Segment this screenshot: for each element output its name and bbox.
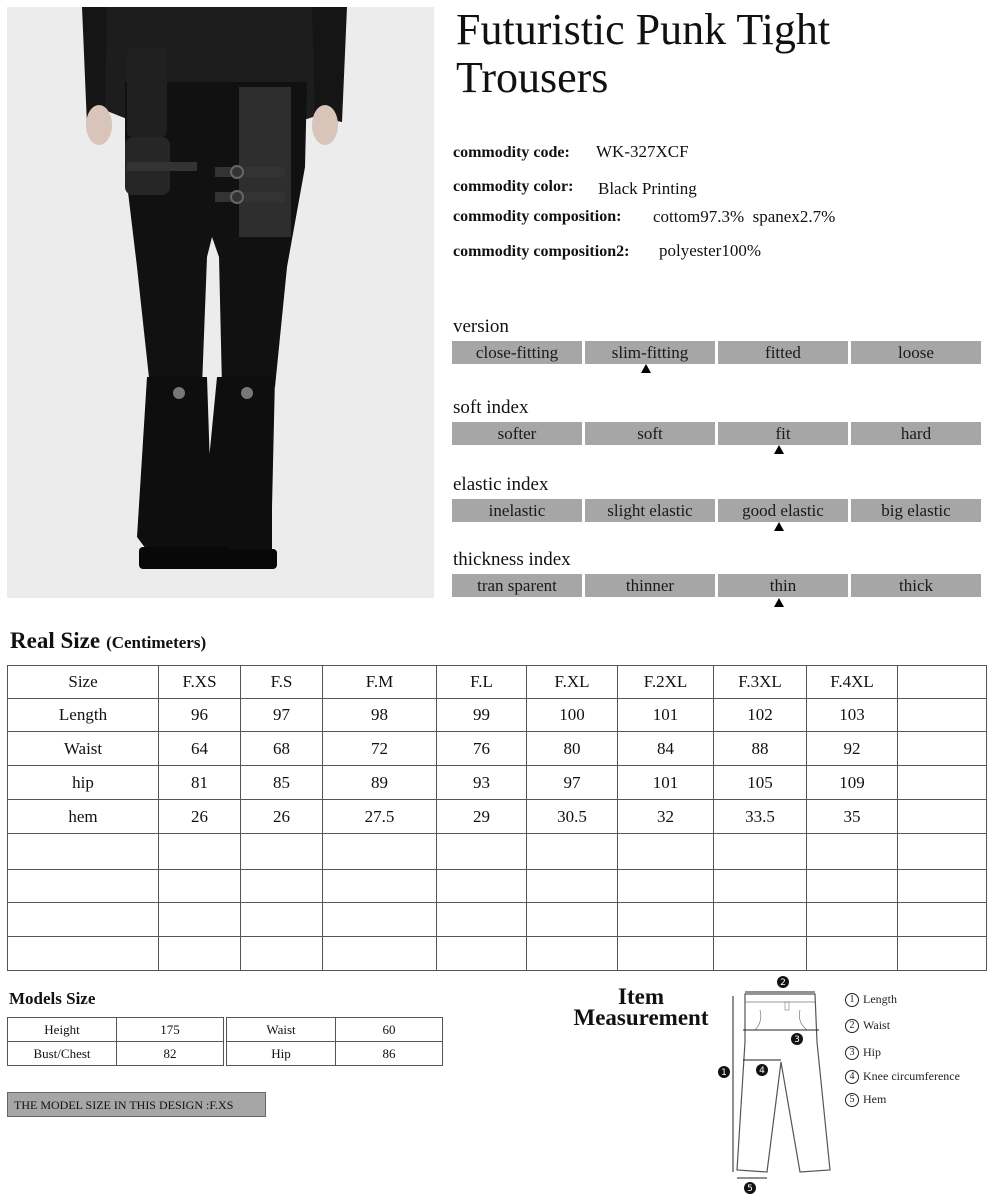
spec-value-composition2: polyester100% xyxy=(659,241,761,260)
table-cell xyxy=(714,903,807,937)
table-cell: 88 xyxy=(714,732,807,766)
spec-label-composition2: commodity composition2: xyxy=(453,243,630,260)
table-cell xyxy=(898,699,987,732)
table-cell xyxy=(527,903,618,937)
version-option: close-fitting xyxy=(452,341,582,364)
spec-value-color: Black Printing xyxy=(598,179,697,198)
table-cell: Length xyxy=(8,699,159,732)
table-cell: hip xyxy=(8,766,159,800)
table-row xyxy=(8,1042,224,1066)
version-option: fitted xyxy=(718,341,848,364)
table-row-empty xyxy=(8,903,987,937)
table-cell: 97 xyxy=(241,699,323,732)
table-row xyxy=(8,766,987,800)
table-cell: 30.5 xyxy=(527,800,618,834)
model-value: 60 xyxy=(336,1018,443,1042)
table-cell: 26 xyxy=(159,800,241,834)
table-row xyxy=(8,800,987,834)
table-cell xyxy=(8,903,159,937)
table-cell: 29 xyxy=(437,800,527,834)
legend-label: Waist xyxy=(863,1018,891,1032)
table-cell: 32 xyxy=(618,800,714,834)
svg-text:1: 1 xyxy=(721,1068,727,1078)
legend-item-hem xyxy=(845,1092,886,1107)
table-cell xyxy=(898,903,987,937)
soft-index-option: soft xyxy=(585,422,715,445)
model-label: Hip xyxy=(227,1042,336,1066)
table-cell xyxy=(527,834,618,870)
version-option: slim-fitting xyxy=(585,341,715,364)
table-cell xyxy=(898,834,987,870)
thickness-index-scale xyxy=(452,574,984,597)
table-cell xyxy=(8,870,159,903)
soft-index-option: softer xyxy=(452,422,582,445)
table-cell: 109 xyxy=(807,766,898,800)
table-cell xyxy=(241,834,323,870)
legend-item-waist xyxy=(845,1018,890,1033)
svg-text:2: 2 xyxy=(780,978,786,988)
table-cell xyxy=(8,937,159,971)
table-cell: 102 xyxy=(714,699,807,732)
table-header-cell: F.XL xyxy=(527,666,618,699)
svg-text:5: 5 xyxy=(747,1184,753,1194)
version-selected-marker-icon xyxy=(641,364,651,373)
table-cell xyxy=(323,834,437,870)
product-title: Futuristic Punk Tight Trousers xyxy=(456,5,831,102)
table-header-cell: F.4XL xyxy=(807,666,898,699)
size-table xyxy=(7,665,987,971)
table-header-row xyxy=(8,666,987,699)
soft-index-option: hard xyxy=(851,422,981,445)
table-cell: 85 xyxy=(241,766,323,800)
model-size-note: THE MODEL SIZE IN THIS DESIGN :F.XS xyxy=(7,1092,266,1117)
model-value: 86 xyxy=(336,1042,443,1066)
table-row xyxy=(227,1042,443,1066)
thickness-index-option: thinner xyxy=(585,574,715,597)
table-cell xyxy=(159,937,241,971)
table-header-cell xyxy=(898,666,987,699)
elastic-index-option: slight elastic xyxy=(585,499,715,522)
table-cell: 89 xyxy=(323,766,437,800)
table-cell: 84 xyxy=(618,732,714,766)
table-cell xyxy=(618,903,714,937)
soft-index-option: fit xyxy=(718,422,848,445)
legend-number: 3 xyxy=(845,1046,859,1060)
table-row-empty xyxy=(8,870,987,903)
table-cell xyxy=(618,937,714,971)
table-cell xyxy=(323,903,437,937)
table-cell xyxy=(807,937,898,971)
table-cell xyxy=(159,903,241,937)
table-header-cell: F.S xyxy=(241,666,323,699)
table-cell: 27.5 xyxy=(323,800,437,834)
svg-text:3: 3 xyxy=(794,1035,800,1045)
table-cell xyxy=(527,937,618,971)
thickness-index-title: thickness index xyxy=(453,549,571,570)
table-cell xyxy=(807,903,898,937)
table-cell: 103 xyxy=(807,699,898,732)
table-cell: 68 xyxy=(241,732,323,766)
table-cell: 35 xyxy=(807,800,898,834)
table-cell: 105 xyxy=(714,766,807,800)
table-cell xyxy=(323,937,437,971)
version-option: loose xyxy=(851,341,981,364)
model-value: 82 xyxy=(117,1042,224,1066)
soft-index-title: soft index xyxy=(453,397,529,418)
table-cell: 101 xyxy=(618,699,714,732)
trousers-outline-diagram-icon xyxy=(715,972,845,1196)
model-label: Height xyxy=(8,1018,117,1042)
legend-label: Hem xyxy=(863,1092,887,1106)
thickness-index-selected-marker-icon xyxy=(774,598,784,607)
table-row xyxy=(227,1018,443,1042)
soft-index-scale xyxy=(452,422,984,445)
legend-label: Hip xyxy=(863,1045,881,1059)
soft-index-selected-marker-icon xyxy=(774,445,784,454)
table-cell xyxy=(898,800,987,834)
spec-value-code: WK-327XCF xyxy=(596,142,689,161)
table-cell xyxy=(527,870,618,903)
legend-item-knee xyxy=(845,1069,960,1084)
spec-label-composition: commodity composition: xyxy=(453,208,622,225)
table-header-cell: Size xyxy=(8,666,159,699)
table-cell: 101 xyxy=(618,766,714,800)
item-measurement-title-line2: Measurement xyxy=(573,1005,709,1030)
thickness-index-option: thick xyxy=(851,574,981,597)
model-label: Waist xyxy=(227,1018,336,1042)
legend-item-length xyxy=(845,992,897,1007)
item-measurement-title xyxy=(556,986,726,1028)
model-label: Bust/Chest xyxy=(8,1042,117,1066)
spec-value-composition: cottom97.3% spanex2.7% xyxy=(653,207,836,226)
table-cell xyxy=(898,937,987,971)
real-size-heading xyxy=(10,628,206,654)
table-cell: 81 xyxy=(159,766,241,800)
legend-number: 5 xyxy=(845,1093,859,1107)
table-cell xyxy=(159,870,241,903)
table-cell xyxy=(437,903,527,937)
table-cell: 99 xyxy=(437,699,527,732)
table-header-cell: F.2XL xyxy=(618,666,714,699)
table-cell xyxy=(437,937,527,971)
table-cell: 80 xyxy=(527,732,618,766)
table-cell xyxy=(714,870,807,903)
table-cell: 97 xyxy=(527,766,618,800)
table-cell: 93 xyxy=(437,766,527,800)
version-title: version xyxy=(453,316,509,337)
table-cell: 100 xyxy=(527,699,618,732)
item-measurement-title-line1: Item xyxy=(618,984,664,1009)
table-cell xyxy=(241,870,323,903)
table-cell: 76 xyxy=(437,732,527,766)
table-cell: 64 xyxy=(159,732,241,766)
model-value: 175 xyxy=(117,1018,224,1042)
model-wearing-black-trousers-photo xyxy=(7,7,434,598)
table-cell xyxy=(807,870,898,903)
table-cell: 26 xyxy=(241,800,323,834)
table-cell xyxy=(714,834,807,870)
legend-number: 1 xyxy=(845,993,859,1007)
elastic-index-title: elastic index xyxy=(453,474,549,495)
legend-label: Length xyxy=(863,992,897,1006)
table-row xyxy=(8,732,987,766)
spec-label-code: commodity code: xyxy=(453,144,570,161)
table-cell: 72 xyxy=(323,732,437,766)
table-cell: 92 xyxy=(807,732,898,766)
table-cell xyxy=(898,870,987,903)
models-table-left xyxy=(7,1017,224,1066)
table-header-cell: F.3XL xyxy=(714,666,807,699)
models-table-right xyxy=(226,1017,443,1066)
table-cell xyxy=(241,903,323,937)
product-photo xyxy=(7,7,434,598)
table-cell xyxy=(437,870,527,903)
legend-number: 2 xyxy=(845,1019,859,1033)
table-header-cell: F.M xyxy=(323,666,437,699)
table-cell: Waist xyxy=(8,732,159,766)
table-cell xyxy=(437,834,527,870)
real-size-title: Real Size xyxy=(10,628,101,653)
elastic-index-option: inelastic xyxy=(452,499,582,522)
thickness-index-option: thin xyxy=(718,574,848,597)
table-cell xyxy=(159,834,241,870)
models-size-title: Models Size xyxy=(9,989,96,1008)
table-row-empty xyxy=(8,834,987,870)
table-cell: 98 xyxy=(323,699,437,732)
elastic-index-option: big elastic xyxy=(851,499,981,522)
elastic-index-scale xyxy=(452,499,984,522)
table-cell: 96 xyxy=(159,699,241,732)
table-cell: hem xyxy=(8,800,159,834)
legend-number: 4 xyxy=(845,1070,859,1084)
thickness-index-option: tran sparent xyxy=(452,574,582,597)
table-cell xyxy=(618,834,714,870)
legend-label: Knee circumference xyxy=(863,1069,960,1083)
svg-text:4: 4 xyxy=(759,1066,765,1076)
real-size-unit: (Centimeters) xyxy=(106,633,207,652)
table-cell xyxy=(618,870,714,903)
legend-item-hip xyxy=(845,1045,881,1060)
table-cell xyxy=(323,870,437,903)
spec-label-color: commodity color: xyxy=(453,178,574,195)
elastic-index-option: good elastic xyxy=(718,499,848,522)
table-cell: 33.5 xyxy=(714,800,807,834)
elastic-index-selected-marker-icon xyxy=(774,522,784,531)
table-header-cell: F.XS xyxy=(159,666,241,699)
table-row xyxy=(8,1018,224,1042)
table-cell xyxy=(8,834,159,870)
table-cell xyxy=(898,732,987,766)
table-header-cell: F.L xyxy=(437,666,527,699)
table-cell xyxy=(898,766,987,800)
table-cell xyxy=(807,834,898,870)
table-cell xyxy=(241,937,323,971)
table-cell xyxy=(714,937,807,971)
version-scale xyxy=(452,341,984,364)
table-row xyxy=(8,699,987,732)
table-row-empty xyxy=(8,937,987,971)
